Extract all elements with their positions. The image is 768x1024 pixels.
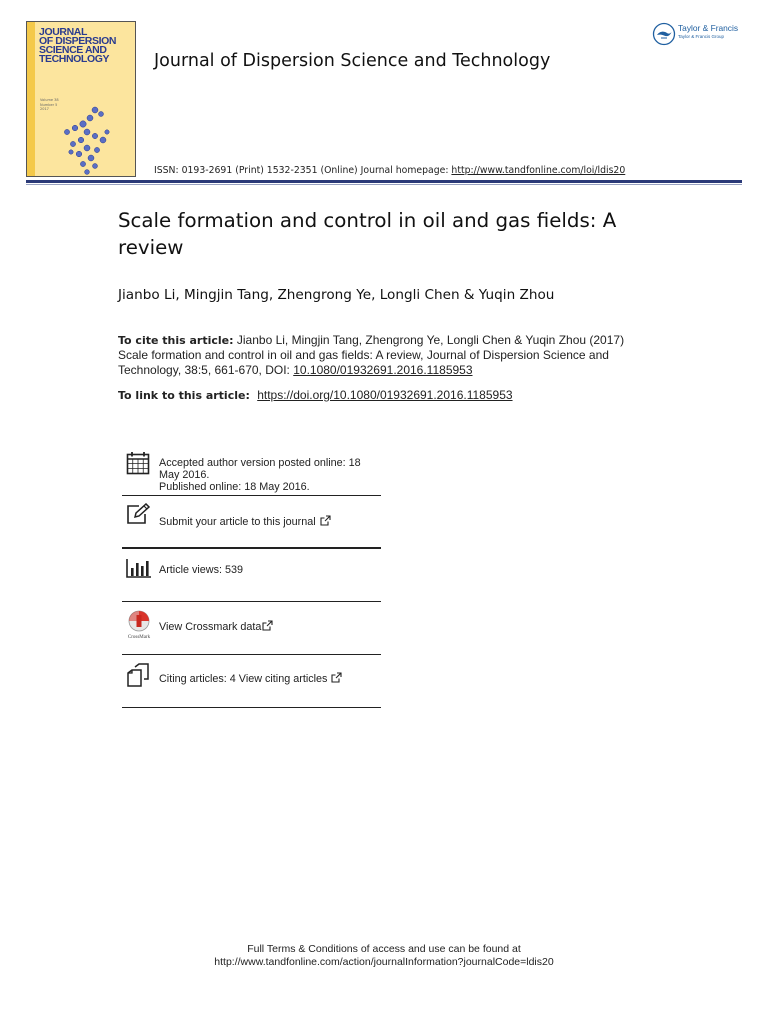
cover-molecule-art: [57, 104, 117, 177]
crossmark-row[interactable]: [122, 602, 381, 655]
external-link-icon: [262, 620, 273, 631]
article-info-box: [122, 446, 381, 708]
link-label: To link to this article:: [118, 389, 250, 402]
publisher-name: Taylor & Francis: [678, 23, 739, 33]
issn-line: [154, 165, 625, 176]
publication-dates-row: [122, 446, 381, 496]
crossmark-link[interactable]: View Crossmark data: [159, 621, 262, 633]
article-views-row: [122, 549, 381, 602]
citing-articles-row[interactable]: [122, 655, 381, 708]
footer-terms-text: Full Terms & Conditions of access and use can be found at: [247, 943, 521, 955]
publisher-logo-icon: [652, 22, 676, 46]
submit-article-link[interactable]: Submit your article to this journal: [159, 516, 316, 528]
journal-homepage-link[interactable]: http://www.tandfonline.com/loi/ldis20: [451, 165, 626, 176]
journal-cover-image: [26, 21, 136, 177]
external-link-icon: [320, 515, 331, 526]
article-doi-link[interactable]: https://doi.org/10.1080/01932691.2016.1185953: [257, 388, 513, 402]
article-views: Article views: 539: [159, 564, 244, 576]
publisher-logo: [652, 20, 752, 48]
citing-articles-icon: [126, 663, 152, 687]
header-rule-thin: [26, 184, 742, 185]
cover-spine: [27, 22, 35, 176]
cover-meta: Volume 38 Number 5 2017: [40, 98, 59, 111]
publisher-group: Taylor & Francis Group: [678, 34, 725, 39]
edit-icon: [126, 503, 152, 525]
submit-article-row[interactable]: [122, 496, 381, 549]
citation-label: To cite this article:: [118, 334, 234, 347]
article-authors: Jianbo Li, Mingjin Tang, Zhengrong Ye, Longli Chen & Yuqin Zhou: [118, 287, 555, 303]
external-link-icon: [331, 672, 342, 683]
crossmark-icon-text: CrossMark: [127, 635, 151, 640]
terms-footer: [0, 943, 768, 969]
citation-text: Jianbo Li, Mingjin Tang, Zhengrong Ye, Longli Chen & Yuqin Zhou (2017) Scale formation and control in oil and gas fields: A review, Journal of Dispersion Science and Technology, 38:5, 661-670, DOI:: [118, 333, 625, 377]
article-link-line: [118, 388, 513, 402]
issn-text: ISSN: 0193-2691 (Print) 1532-2351 (Online) Journal homepage:: [154, 165, 452, 176]
citation-block: [118, 333, 648, 378]
citation-doi-link[interactable]: 10.1080/01932691.2016.1185953: [293, 363, 473, 377]
publication-dates: Accepted author version posted online: 18 May 2016. Published online: 18 May 2016.: [159, 457, 361, 493]
article-title: Scale formation and control in oil and gas fields: A review: [118, 209, 617, 259]
cover-title: JOURNAL OF DISPERSION SCIENCE AND TECHNOLOGY: [39, 26, 117, 65]
footer-terms-link[interactable]: http://www.tandfonline.com/action/journalInformation?journalCode=ldis20: [214, 956, 554, 968]
journal-name: Journal of Dispersion Science and Technology: [154, 51, 551, 71]
calendar-icon: [126, 451, 150, 475]
bar-chart-icon: [126, 558, 152, 578]
header-rule: [26, 180, 742, 183]
citing-articles-link[interactable]: Citing articles: 4 View citing articles: [159, 673, 328, 685]
crossmark-icon: [126, 610, 154, 640]
